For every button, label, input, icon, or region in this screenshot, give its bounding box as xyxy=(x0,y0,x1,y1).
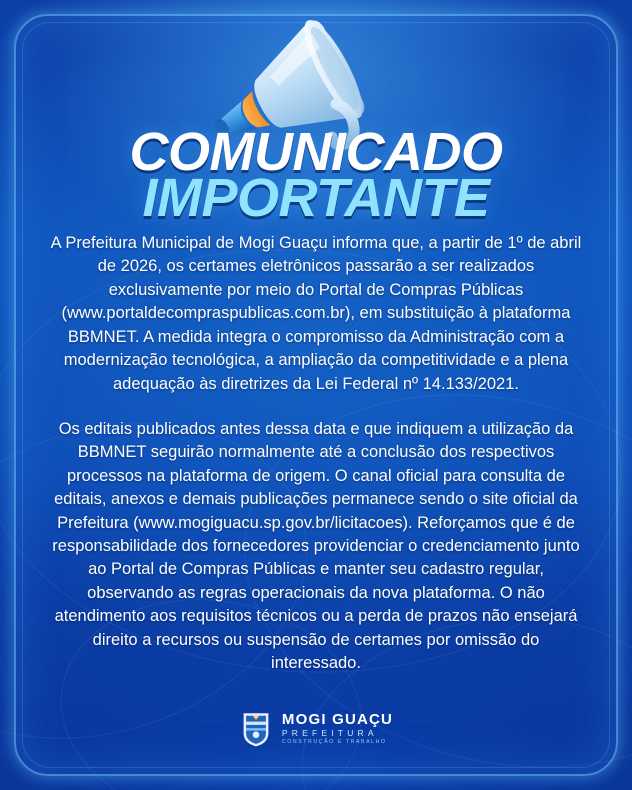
paragraph-2: Os editais publicados antes dessa data e que indiquem a utilização da BBMNET seguirão normalmente até a conclusão dos respectivos processos na plataforma de origem. O canal oficial para consulta de editais, anexos e demais publicações permanece sendo o site oficial da Prefeitura (www.mogiguacu.sp.gov.br/licitacoes). Reforçamos que é de responsabilidade dos fornecedores providenciar o credenciamento junto ao Portal de Compras Públicas e manter seu cadastro regular, observando as regras operacionais da nova plataforma. O não atendimento aos requisitos técnicos ou a perda de prazos não ensejará direito a recursos ou suspensão de certames por omissão do interessado. xyxy=(52,419,580,673)
footer-city-name: MOGI GUAÇU xyxy=(281,710,394,728)
headline-line-2: IMPORTANTE xyxy=(142,167,490,228)
poster-body xyxy=(46,232,586,676)
poster-headline xyxy=(0,122,632,228)
footer-text-block xyxy=(282,712,393,746)
footer-entity: PREFEITURA xyxy=(281,727,378,738)
footer-logo xyxy=(0,710,632,748)
paragraph-1: A Prefeitura Municipal de Mogi Guaçu informa que, a partir de 1º de abril de 2026, os certames eletrônicos passarão a ser realizados exclusivamente por meio do Portal de Compras Públicas (www.portaldecompraspublicas.com.br), em substituição à plataforma BBMNET. A medida integra o compromisso da Administração com a modernização tecnológica, a ampliação da competitividade e a plena adequação às diretrizes da Lei Federal nº 14.133/2021. xyxy=(50,234,582,393)
municipal-coat-of-arms-icon xyxy=(239,710,273,748)
footer-tagline: CONSTRUÇÃO E TRABALHO xyxy=(281,738,387,745)
headline-line-1: COMUNICADO xyxy=(129,122,503,182)
